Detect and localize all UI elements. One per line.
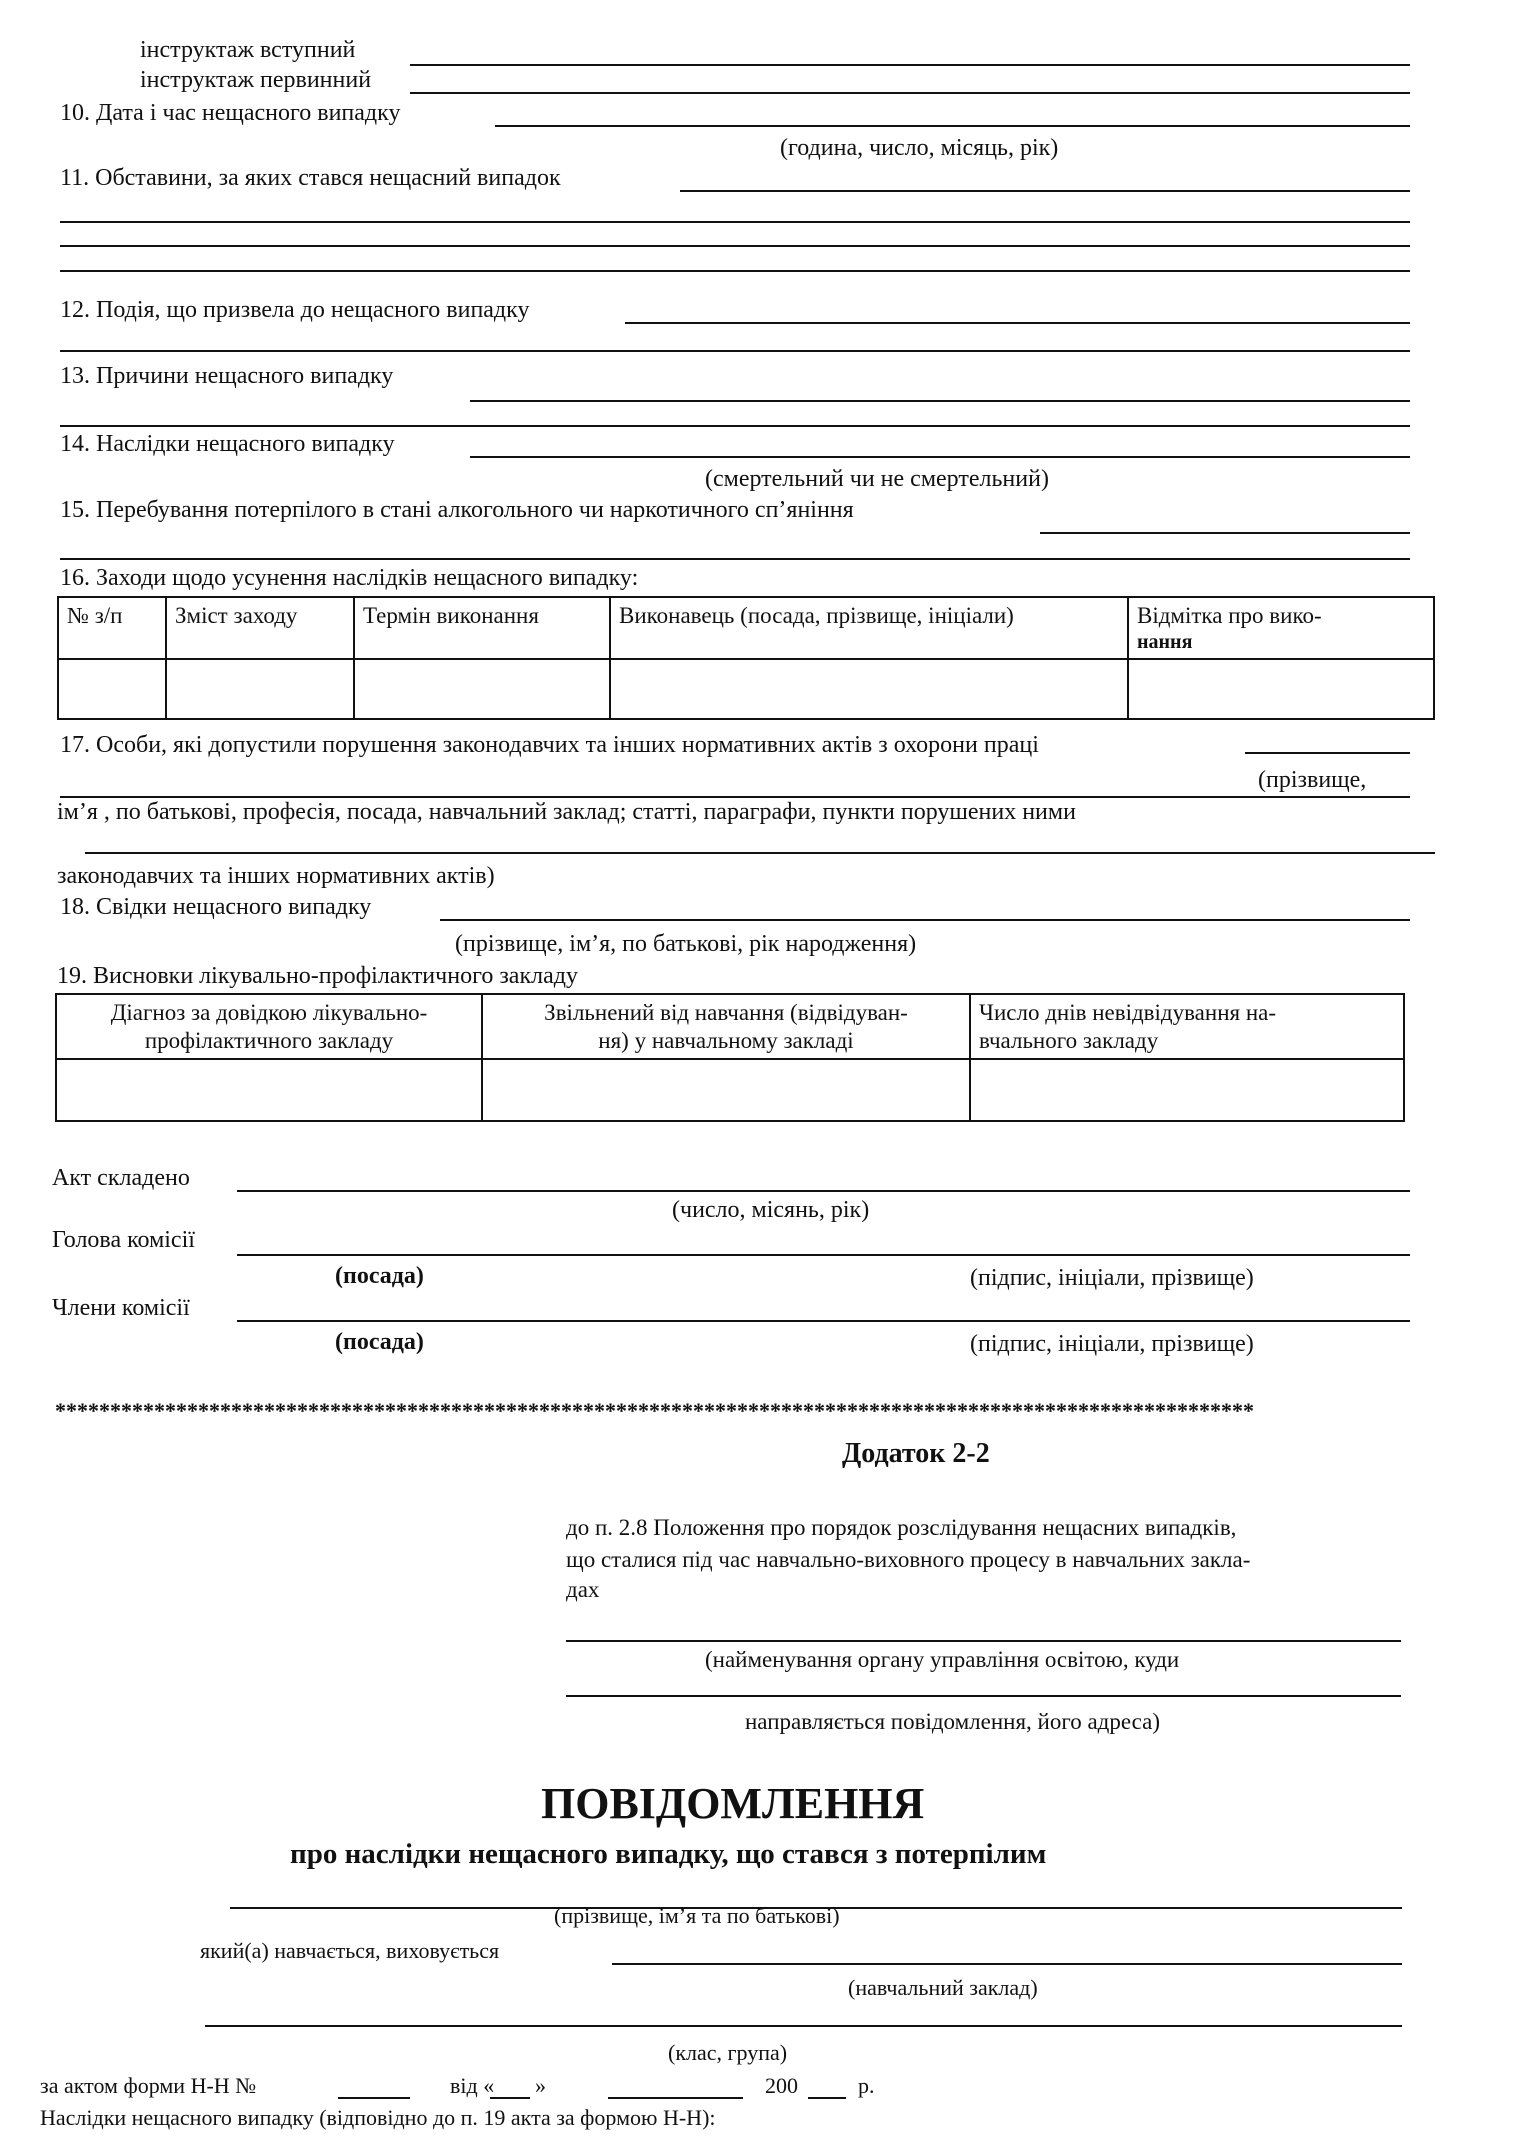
act-year-prefix: 200 <box>765 2073 798 2098</box>
table-cell[interactable] <box>56 1059 482 1121</box>
act-year-line[interactable] <box>808 2097 846 2099</box>
table-cell[interactable] <box>166 659 354 719</box>
document-subtitle: про наслідки нещасного випадку, що стався з потерпілим <box>290 1838 1047 1870</box>
item18-hint: (прізвище, ім’я, по батькові, рік народження) <box>455 931 917 957</box>
appendix-title: Додаток 2-2 <box>842 1438 990 1469</box>
act-day-line[interactable] <box>490 2097 530 2099</box>
members-line[interactable] <box>237 1320 1410 1322</box>
item15-line1[interactable] <box>1040 532 1410 534</box>
col-released-line1: Звільнений від навчання (відвідуван- <box>544 1000 908 1025</box>
chairman-label: Голова комісії <box>52 1227 195 1253</box>
item13-label: 13. Причини нещасного випадку <box>60 363 394 389</box>
item11-line4[interactable] <box>60 270 1410 272</box>
col-completion-mark <box>1128 597 1434 659</box>
col-absence-line1: Число днів невідвідування на- <box>979 1000 1277 1025</box>
studies-label: який(а) навчається, виховується <box>200 1938 500 1963</box>
table-cell[interactable] <box>970 1059 1404 1121</box>
col-completion-line2: нання <box>1137 630 1193 653</box>
instr-intro-line[interactable] <box>410 64 1410 66</box>
appendix-ref-line1: до п. 2.8 Положення про порядок розслідування нещасних випадків, <box>566 1515 1237 1540</box>
item10-line[interactable] <box>495 125 1410 127</box>
table-cell[interactable] <box>1128 659 1434 719</box>
institution-line[interactable] <box>612 1963 1402 1965</box>
item17-line3[interactable] <box>85 852 1435 854</box>
item13-line2[interactable] <box>60 425 1410 427</box>
table-cell[interactable] <box>482 1059 970 1121</box>
item14-hint: (смертельний чи не смертельний) <box>705 466 1049 492</box>
table-header-row <box>58 597 1434 659</box>
col-released-line2: ня) у навчальному закладі <box>598 1027 854 1053</box>
table-header-row <box>56 994 1404 1059</box>
consequences-label: Наслідки нещасного випадку (відповідно до п. 19 акта за формою Н-Н): <box>40 2105 716 2130</box>
appendix-ref-line3: дах <box>566 1577 600 1602</box>
instr-intro-label: інструктаж вступний <box>140 37 356 63</box>
item14-label: 14. Наслідки нещасного випадку <box>60 431 395 457</box>
col-diagnosis-line2: профілактичного закладу <box>144 1027 394 1053</box>
col-released <box>482 994 970 1059</box>
instr-primary-line[interactable] <box>410 92 1410 94</box>
col-absence-days <box>970 994 1404 1059</box>
act-date-close: » <box>535 2073 546 2098</box>
separator-stars: ************************************************************************************************************* <box>55 1398 1254 1423</box>
table-row <box>56 1059 1404 1121</box>
item19-label: 19. Висновки лікувально-профілактичного закладу <box>57 963 578 989</box>
col-diagnosis-line1: Діагноз за довідкою лікувально- <box>110 1000 428 1025</box>
item15-line2[interactable] <box>60 558 1410 560</box>
act-month-line[interactable] <box>608 2097 743 2099</box>
item16-label: 16. Заходи щодо усунення наслідків нещасного випадку: <box>60 565 639 591</box>
item11-line3[interactable] <box>60 245 1410 247</box>
document-title: ПОВІДОМЛЕННЯ <box>541 1779 925 1828</box>
table-row <box>58 659 1434 719</box>
col-diagnosis <box>56 994 482 1059</box>
col-number: № з/п <box>58 597 166 659</box>
instr-primary-label: інструктаж первинний <box>140 67 372 93</box>
medical-table <box>55 993 1405 1122</box>
act-drawn-hint: (число, місянь, рік) <box>672 1197 870 1223</box>
col-completion-line1: Відмітка про вико- <box>1137 603 1322 628</box>
item14-line[interactable] <box>470 456 1410 458</box>
appendix-ref-line2: що сталися під час навчально-виховного процесу в навчальних закла- <box>566 1547 1251 1572</box>
org-line2[interactable] <box>566 1695 1401 1697</box>
item17-line2[interactable] <box>60 796 1410 798</box>
col-deadline: Термін виконання <box>354 597 610 659</box>
org-hint2: направляється повідомлення, його адреса) <box>745 1709 1161 1734</box>
item10-hint: (година, число, місяць, рік) <box>780 135 1059 161</box>
act-year-suffix: р. <box>858 2073 875 2098</box>
col-measure-content: Зміст заходу <box>166 597 354 659</box>
act-drawn-label: Акт складено <box>52 1165 190 1191</box>
chairman-signature-hint: (підпис, ініціали, прізвище) <box>970 1265 1254 1291</box>
item10-label: 10. Дата і час нещасного випадку <box>60 100 401 126</box>
members-label: Члени комісії <box>52 1295 190 1321</box>
act-date-open: від « <box>450 2073 495 2098</box>
org-line1[interactable] <box>566 1640 1401 1642</box>
act-drawn-line[interactable] <box>237 1190 1410 1192</box>
item11-line1[interactable] <box>680 190 1410 192</box>
item13-line1[interactable] <box>470 400 1410 402</box>
item18-line[interactable] <box>440 919 1410 921</box>
act-number-line[interactable] <box>338 2097 410 2099</box>
col-executor: Виконавець (посада, прізвище, ініціали) <box>610 597 1128 659</box>
members-position-hint: (посада) <box>335 1329 424 1355</box>
col-absence-line2: вчального закладу <box>979 1027 1159 1053</box>
item12-line2[interactable] <box>60 350 1410 352</box>
item11-line2[interactable] <box>60 221 1410 223</box>
measures-table <box>57 596 1435 720</box>
act-ref-label: за актом форми Н-Н № <box>40 2073 257 2098</box>
table-cell[interactable] <box>610 659 1128 719</box>
table-cell[interactable] <box>354 659 610 719</box>
item17-hint2: ім’я , по батькові, професія, посада, навчальний заклад; статті, параграфи, пункти порушених ними <box>57 799 1076 825</box>
members-signature-hint: (підпис, ініціали, прізвище) <box>970 1331 1254 1357</box>
item17-hint1: (прізвище, <box>1258 767 1367 793</box>
item12-label: 12. Подія, що призвела до нещасного випадку <box>60 297 530 323</box>
org-hint: (найменування органу управління освітою, куди <box>705 1647 1180 1672</box>
table-cell[interactable] <box>58 659 166 719</box>
chairman-position-hint: (посада) <box>335 1263 424 1289</box>
item12-line1[interactable] <box>625 322 1410 324</box>
item11-label: 11. Обставини, за яких стався нещасний випадок <box>60 165 561 191</box>
item18-label: 18. Свідки нещасного випадку <box>60 894 372 920</box>
chairman-line[interactable] <box>237 1254 1410 1256</box>
item15-label: 15. Перебування потерпілого в стані алкогольного чи наркотичного сп’яніння <box>60 497 854 523</box>
item17-line[interactable] <box>1245 752 1410 754</box>
institution-hint: (навчальний заклад) <box>848 1975 1038 2000</box>
item17-hint3: законодавчих та інших нормативних актів) <box>57 863 495 889</box>
item17-label: 17. Особи, які допустили порушення законодавчих та інших нормативних актів з охорони праці <box>60 732 1039 758</box>
class-line[interactable] <box>205 2025 1402 2027</box>
class-hint: (клас, група) <box>668 2040 788 2065</box>
name-hint: (прізвище, ім’я та по батькові) <box>554 1903 840 1928</box>
